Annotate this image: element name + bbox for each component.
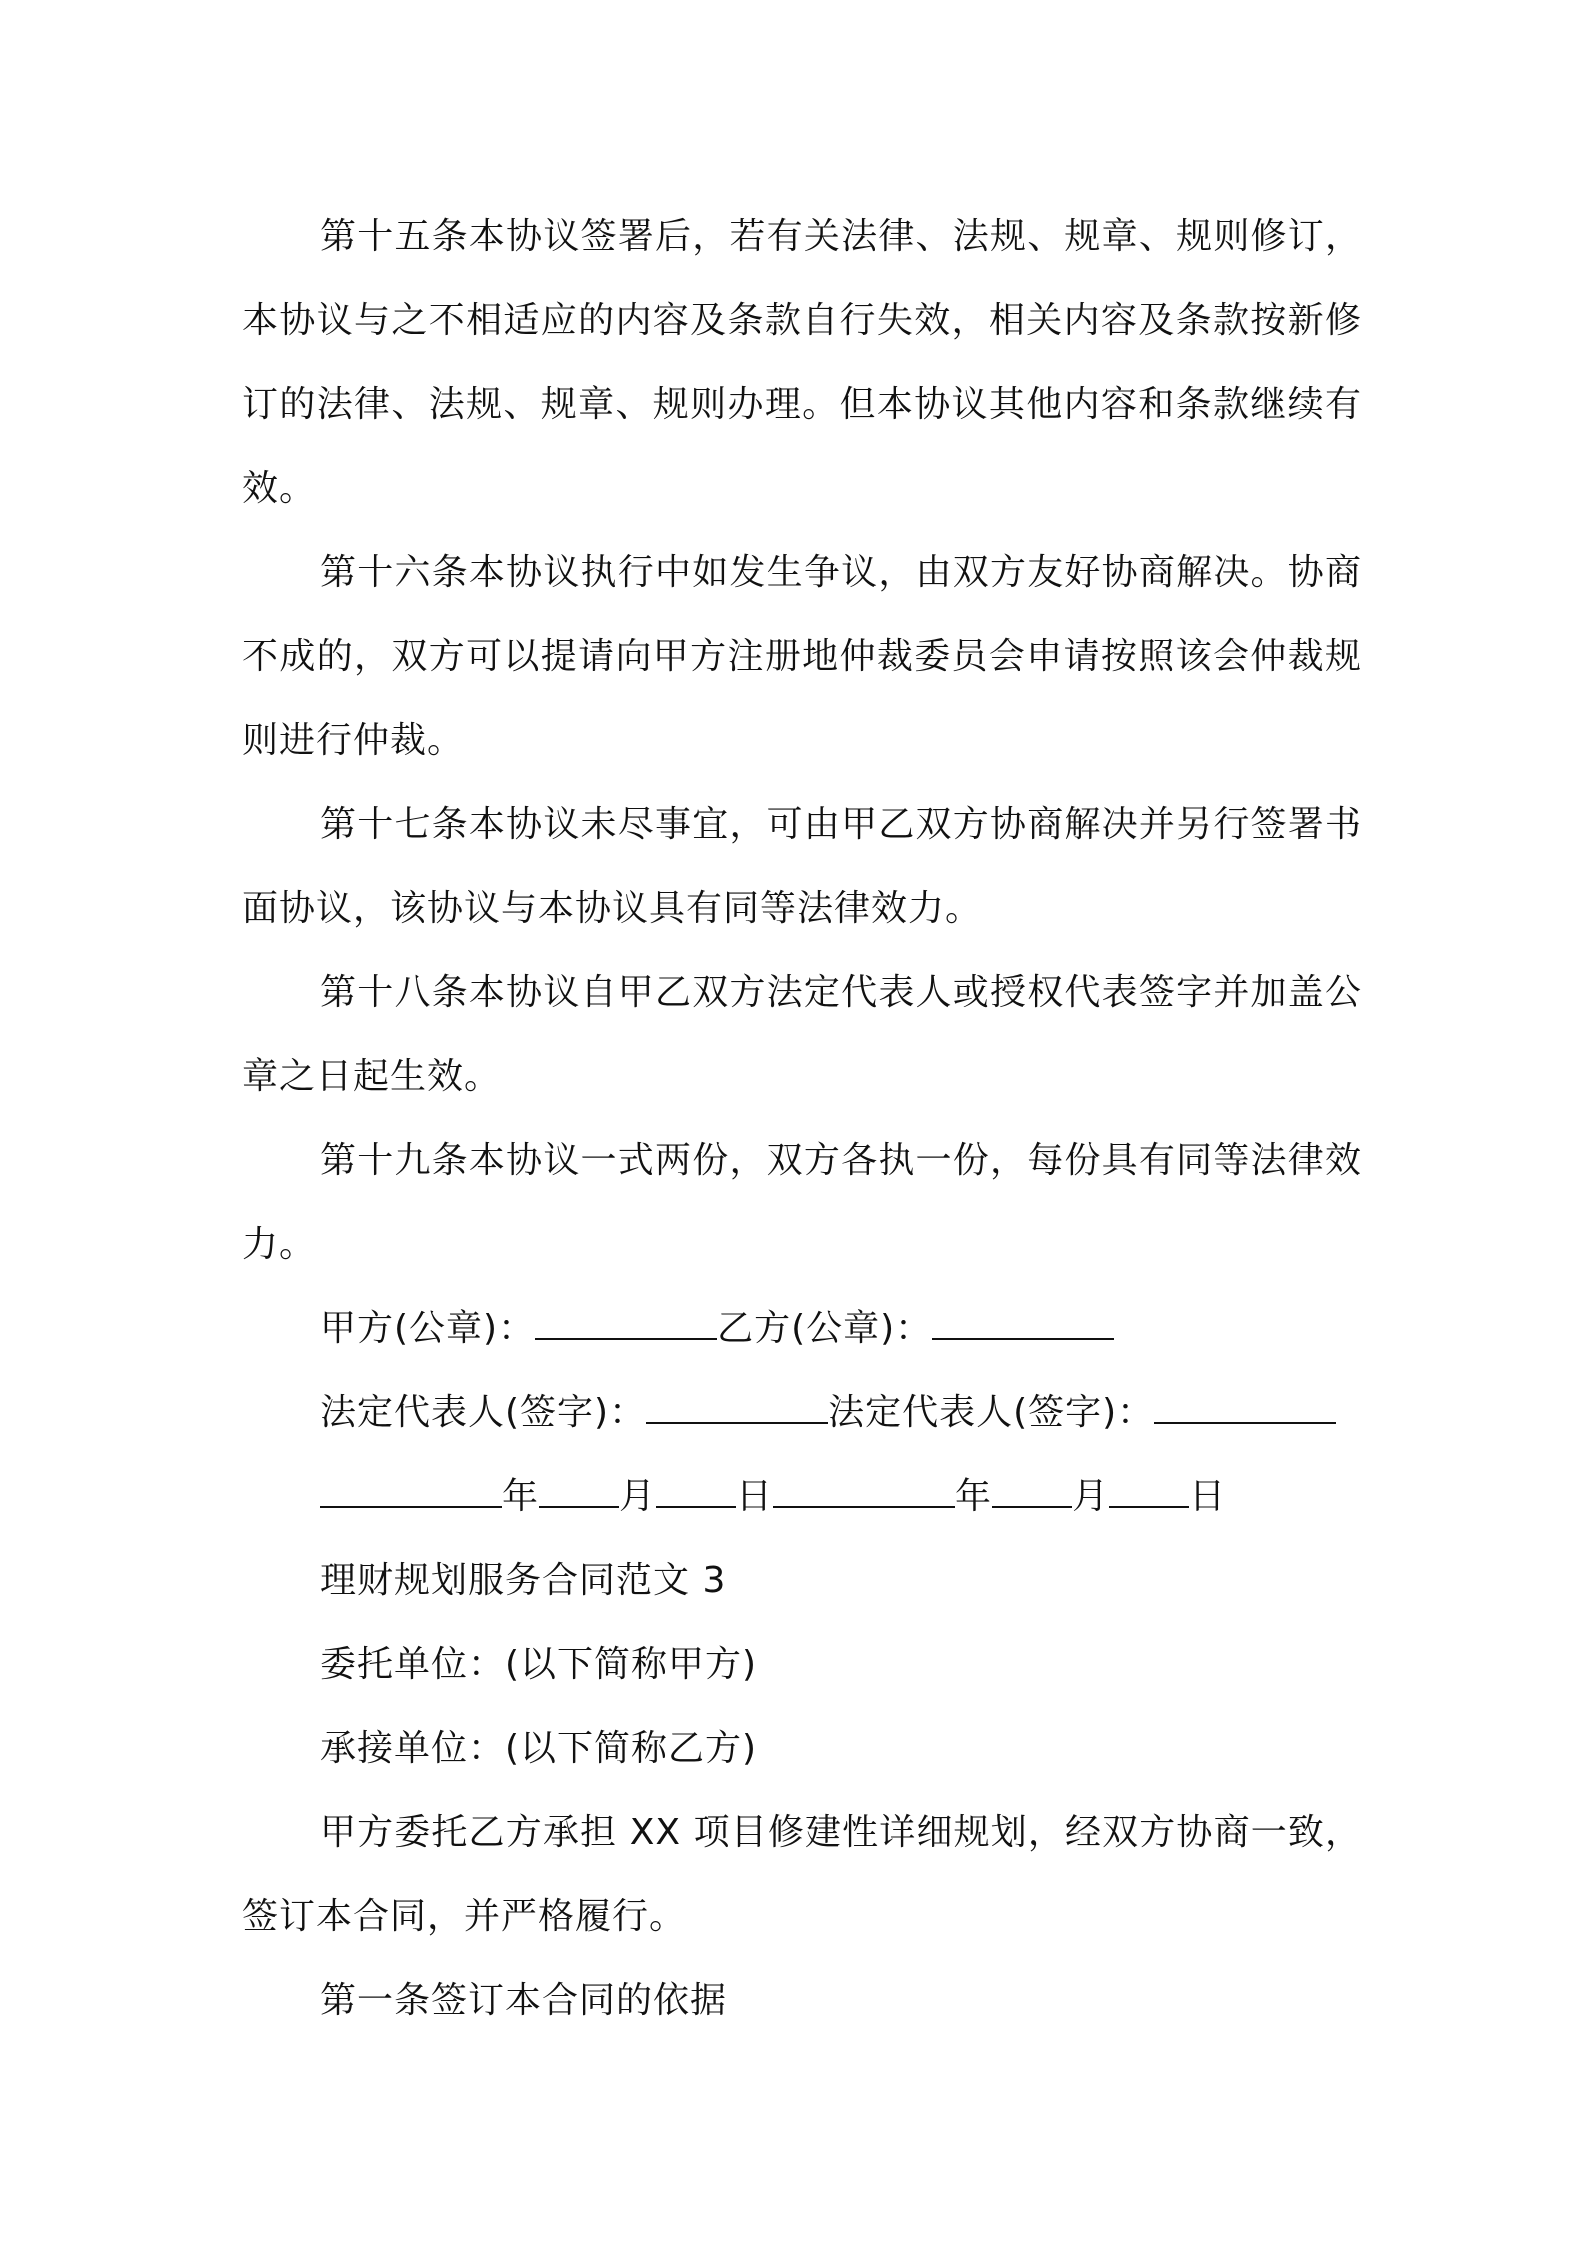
- contractor-line: 承接单位：(以下简称乙方): [320, 1728, 758, 1769]
- date-b-year-blank: [773, 1476, 955, 1508]
- party-a-seal-label: 甲方(公章)：: [320, 1308, 536, 1349]
- rep-b-label: 法定代表人(签字)：: [828, 1392, 1155, 1433]
- article-16-paragraph: 第十六条本协议执行中如发生争议，由双方友好协商解决。协商不成的，双方可以提请向甲方注册地仲裁委员会申请按照该会仲裁规则进行仲裁。: [242, 552, 1362, 761]
- party-b-seal-blank: [932, 1308, 1114, 1340]
- article-15-paragraph: 第十五条本协议签署后，若有关法律、法规、规章、规则修订，本协议与之不相适应的内容及条款自行失效，相关内容及条款按新修订的法律、法规、规章、规则办理。但本协议其他内容和条款继续有效。: [242, 216, 1362, 509]
- seal-line: [242, 1287, 1362, 1371]
- date-b-month-label: 月: [1072, 1476, 1110, 1517]
- representative-line: [242, 1371, 1362, 1455]
- rep-a-blank: [646, 1392, 828, 1424]
- client-line: 委托单位：(以下简称甲方): [320, 1644, 758, 1685]
- party-b-seal-label: 乙方(公章)：: [717, 1308, 933, 1349]
- rep-b-blank: [1154, 1392, 1336, 1424]
- date-a-day-blank: [656, 1476, 736, 1508]
- party-a-seal-blank: [535, 1308, 717, 1340]
- date-b-year-label: 年: [955, 1476, 993, 1517]
- date-a-year-blank: [320, 1476, 502, 1508]
- section-title: 理财规划服务合同范文 3: [320, 1560, 727, 1601]
- article-19-paragraph: 第十九条本协议一式两份，双方各执一份，每份具有同等法律效力。: [242, 1140, 1362, 1265]
- date-b-day-label: 日: [1189, 1476, 1227, 1517]
- date-b-day-blank: [1109, 1476, 1189, 1508]
- rep-a-label: 法定代表人(签字)：: [320, 1392, 647, 1433]
- date-a-month-label: 月: [619, 1476, 657, 1517]
- article-1-title: 第一条签订本合同的依据: [320, 1980, 728, 2021]
- article-17-paragraph: 第十七条本协议未尽事宜，可由甲乙双方协商解决并另行签署书面协议，该协议与本协议具有同等法律效力。: [242, 804, 1362, 929]
- document-body: [242, 195, 1362, 2043]
- date-a-day-label: 日: [736, 1476, 774, 1517]
- date-line: [242, 1455, 1362, 1539]
- intro-paragraph: 甲方委托乙方承担 XX 项目修建性详细规划，经双方协商一致，签订本合同，并严格履行。: [242, 1812, 1362, 1937]
- date-b-month-blank: [992, 1476, 1072, 1508]
- date-a-year-label: 年: [502, 1476, 540, 1517]
- article-18-paragraph: 第十八条本协议自甲乙双方法定代表人或授权代表签字并加盖公章之日起生效。: [242, 972, 1362, 1097]
- date-a-month-blank: [539, 1476, 619, 1508]
